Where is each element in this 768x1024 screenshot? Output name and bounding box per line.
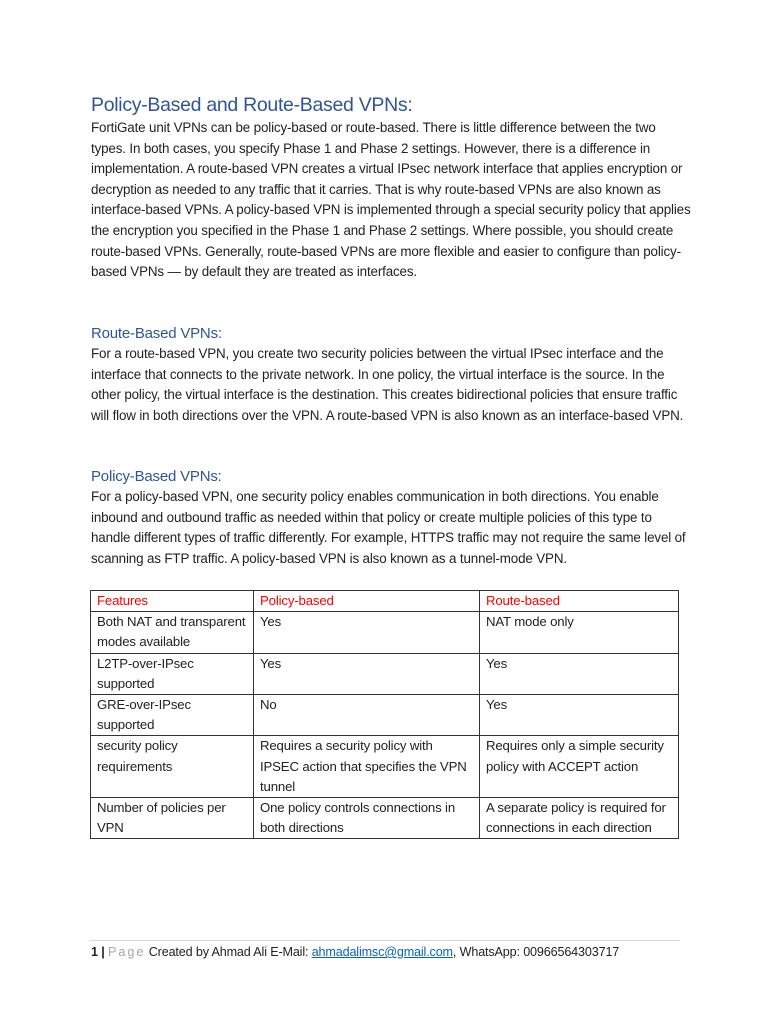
table-cell: One policy controls connections in both directions — [254, 798, 480, 839]
section-route-based — [91, 324, 691, 426]
whatsapp-text: , WhatsApp: 00966564303717 — [452, 945, 620, 959]
page-number: 1 — [91, 945, 98, 959]
table-cell: L2TP-over-IPsec supported — [91, 653, 254, 694]
section-heading: Policy-Based VPNs: — [91, 468, 222, 485]
page-label: Page — [107, 945, 146, 959]
table-cell: Both NAT and transparent modes available — [91, 612, 254, 653]
email-link[interactable]: ahmadalimsc@gmail.com — [311, 945, 453, 959]
table-cell: Yes — [254, 653, 480, 694]
header-cell: Route-based — [480, 591, 679, 612]
table-cell: Requires a security policy with IPSEC action that specifies the VPN tunnel — [254, 736, 480, 798]
table-cell: Number of policies per VPN — [91, 798, 254, 839]
footer-separator: | — [101, 945, 105, 959]
table-row — [91, 798, 679, 839]
table-cell: Requires only a simple security policy with ACCEPT action — [480, 736, 679, 798]
table-cell: Yes — [480, 695, 679, 736]
page-title: Policy-Based and Route-Based VPNs: — [91, 94, 413, 116]
table-cell: security policy requirements — [91, 736, 254, 798]
section-paragraph: For a route-based VPN, you create two security policies between the virtual IPsec interface and the interface that connects to the private network. In one policy, the virtual interface is the source. In the other policy, the virtual interface is the destination. This creates bidirectional policies that ensure traffic will flow in both directions over the VPN. A route-based VPN is also known as an interface-based VPN. — [91, 346, 684, 423]
table-cell: NAT mode only — [480, 612, 679, 653]
table-cell: No — [254, 695, 480, 736]
comparison-table — [90, 590, 679, 839]
created-by-text: Created by Ahmad Ali E-Mail: — [148, 945, 309, 959]
section-heading: Route-Based VPNs: — [91, 325, 222, 342]
table-row — [91, 695, 679, 736]
table-row — [91, 653, 679, 694]
footer-divider — [90, 940, 680, 941]
table-cell: Yes — [254, 612, 480, 653]
page-footer — [91, 943, 619, 961]
table-cell: A separate policy is required for connections in each direction — [480, 798, 679, 839]
table-cell: GRE-over-IPsec supported — [91, 695, 254, 736]
header-cell: Policy-based — [254, 591, 480, 612]
header-cell: Features — [91, 591, 254, 612]
table-cell: Yes — [480, 653, 679, 694]
section-paragraph: For a policy-based VPN, one security policy enables communication in both directions. You enable inbound and outbound traffic as needed within that policy or create multiple policies of this type to handle different types of traffic differently. For example, HTTPS traffic may not require the same level of scanning as FTP traffic. A policy-based VPN is also known as a tunnel-mode VPN. — [91, 489, 686, 566]
table-row — [91, 736, 679, 798]
table-row — [91, 612, 679, 653]
intro-paragraph: FortiGate unit VPNs can be policy-based or route-based. There is little difference between the two types. In both cases, you specify Phase 1 and Phase 2 settings. However, there is a difference in implementation. A route-based VPN creates a virtual IPsec network interface that applies encryption or decryption as needed to any traffic that it carries. That is why route-based VPNs are also known as interface-based VPNs. A policy-based VPN is implemented through a special security policy that applies the encryption you specified in the Phase 1 and Phase 2 settings. Where possible, you should create route-based VPNs. Generally, route-based VPNs are more flexible and easier to configure than policy-based VPNs — by default they are treated as interfaces. — [91, 120, 691, 280]
section-policy-based — [91, 467, 691, 569]
document-intro — [91, 92, 691, 283]
table-header-row — [91, 591, 679, 612]
